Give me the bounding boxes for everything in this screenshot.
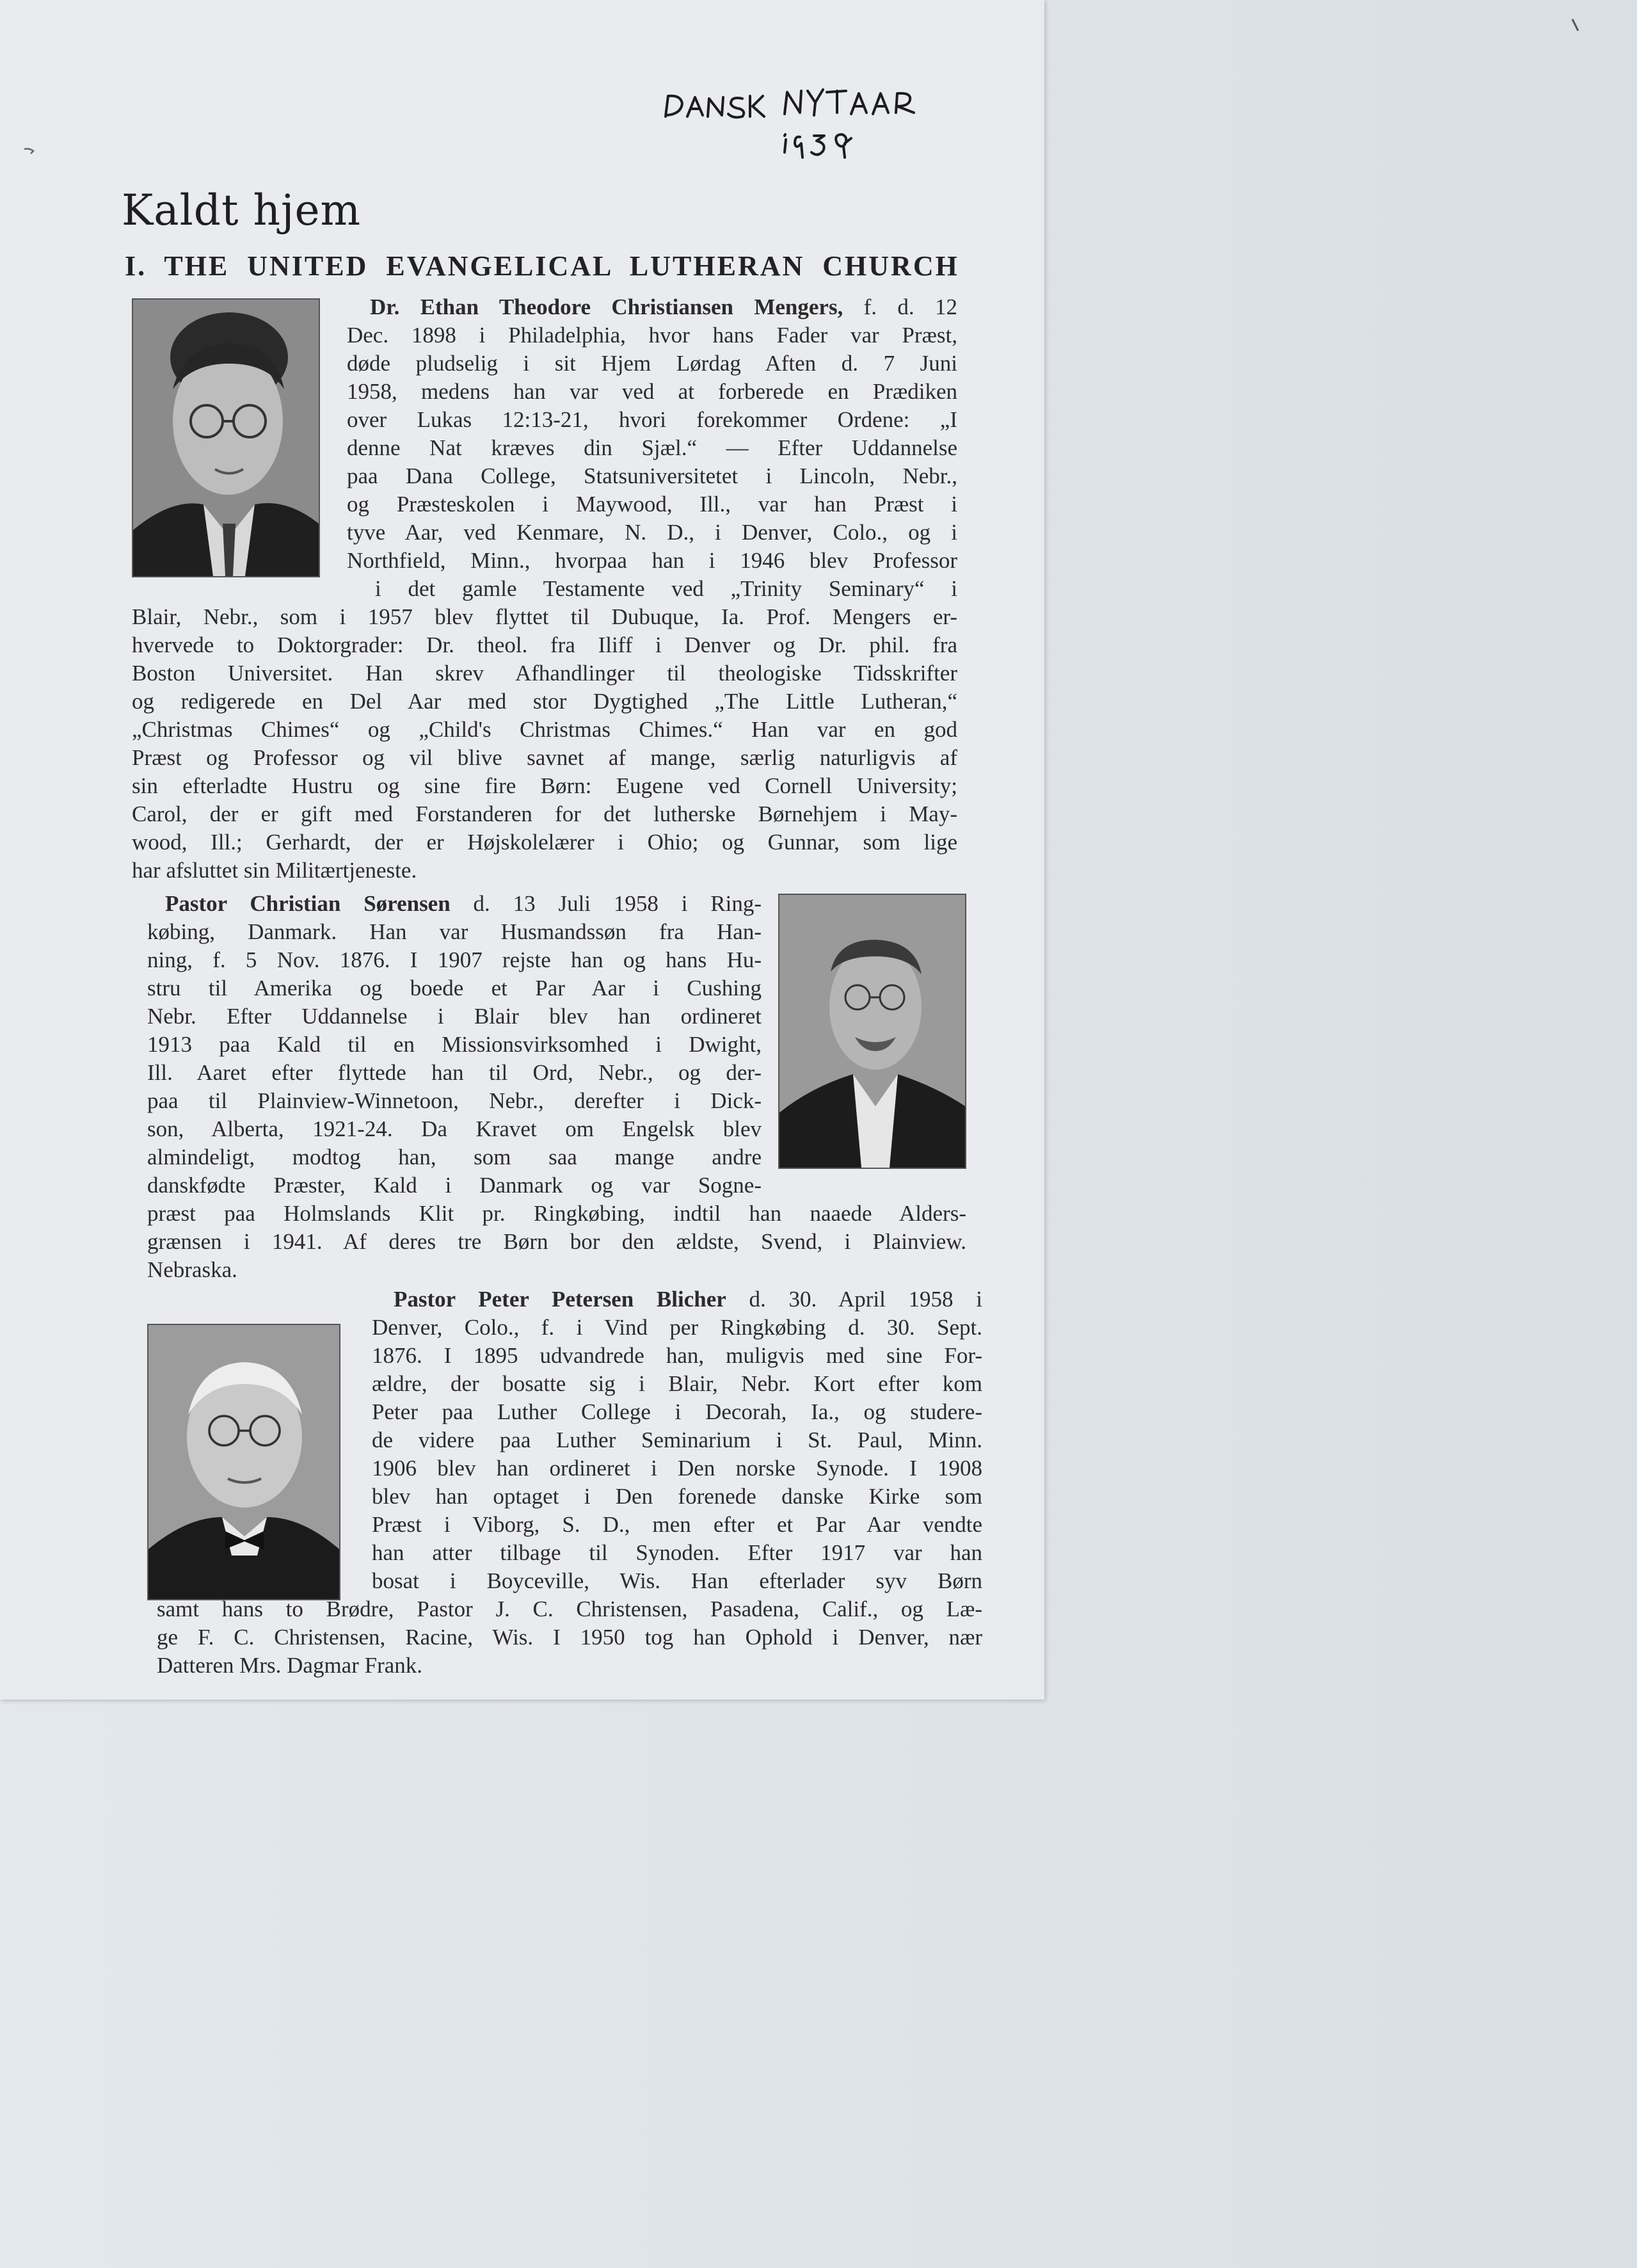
text-line: wood, Ill.; Gerhardt, der er Højskolelærer i Ohio; og Gunnar, som lige <box>132 830 957 855</box>
text-line: Dec. 1898 i Philadelphia, hvor hans Fader var Præst, <box>347 323 957 348</box>
text-line: danskfødte Præster, Kald i Danmark og var Sogne- <box>147 1173 762 1198</box>
text-line: han atter tilbage til Synoden. Efter 1917 var han <box>372 1540 982 1565</box>
text-line: grænsen i 1941. Af deres tre Børn bor den ældste, Svend, i Plainview. <box>147 1229 966 1254</box>
text-line: Pastor Peter Petersen Blicher d. 30. April 1958 i <box>394 1287 982 1312</box>
text-line: ge F. C. Christensen, Racine, Wis. I 1950 tog han Ophold i Denver, nær <box>157 1625 982 1650</box>
text-line: sin efterladte Hustru og sine fire Børn: Eugene ved Cornell University; <box>132 773 957 798</box>
text-line: præst paa Holmslands Klit pr. Ringkøbing, indtil han naaede Alders- <box>147 1201 966 1226</box>
text-line: paa Dana College, Statsuniversitetet i Lincoln, Nebr., <box>347 463 957 488</box>
text-line: „Christmas Chimes“ og „Child's Christmas Chimes.“ Han var en god <box>132 717 957 742</box>
text-line: og Præsteskolen i Maywood, Ill., var han Præst i <box>347 492 957 517</box>
text-line: 1913 paa Kald til en Missionsvirksomhed i Dwight, <box>147 1032 762 1057</box>
text-line: over Lukas 12:13-21, hvori forekommer Ordene: „I <box>347 407 957 432</box>
text-line: Peter paa Luther College i Decorah, Ia., og studere- <box>372 1399 982 1424</box>
text-line: Dr. Ethan Theodore Christiansen Mengers, f. d. 12 <box>370 294 957 319</box>
text-line: Nebraska. <box>147 1257 237 1282</box>
text-line: stru til Amerika og boede et Par Aar i Cushing <box>147 976 762 1001</box>
text-line: hvervede to Doktorgrader: Dr. theol. fra Iliff i Denver og Dr. phil. fra <box>132 632 957 657</box>
obituary-sorensen <box>147 890 966 1284</box>
scan-speck <box>1570 18 1581 32</box>
text-line: almindeligt, modtog han, som saa mange andre <box>147 1145 762 1170</box>
text-line: 1876. I 1895 udvandrede han, muligvis med sine For- <box>372 1343 982 1368</box>
text-line: paa til Plainview-Winnetoon, Nebr., derefter i Dick- <box>147 1088 762 1113</box>
text-line: tyve Aar, ved Kenmare, N. D., i Denver, Colo., og i <box>347 520 957 545</box>
obituary-name: Dr. Ethan Theodore Christiansen Mengers, <box>370 294 843 319</box>
page-title: Kaldt hjem <box>122 186 362 235</box>
text-line: blev han optaget i Den forenede danske Kirke som <box>372 1484 982 1509</box>
text-line: Ill. Aaret efter flyttede han til Ord, Nebr., og der- <box>147 1060 762 1085</box>
obituary-name: Pastor Christian Sørensen <box>165 891 451 916</box>
text-line: Boston Universitet. Han skrev Afhandlinger til theologiske Tidsskrifter <box>132 661 957 686</box>
text-line: ældre, der bosatte sig i Blair, Nebr. Kort efter kom <box>372 1371 982 1396</box>
text-line: Northfield, Minn., hvorpaa han i 1946 blev Professor <box>347 548 957 573</box>
text-line: Denver, Colo., f. i Vind per Ringkøbing d. 30. Sept. <box>372 1315 982 1340</box>
newspaper-clipping <box>0 0 1044 1700</box>
text-line: de videre paa Luther Seminarium i St. Paul, Minn. <box>372 1428 982 1452</box>
obituary-mengers <box>132 293 957 885</box>
text-line: i det gamle Testamente ved „Trinity Seminary“ i <box>375 576 957 601</box>
obituary-name: Pastor Peter Petersen Blicher <box>394 1287 726 1312</box>
text-line: Pastor Christian Sørensen d. 13 Juli 1958 i Ring- <box>165 891 762 916</box>
text-line: Blair, Nebr., som i 1957 blev flyttet til Dubuque, Ia. Prof. Mengers er- <box>132 604 957 629</box>
text-line: Præst og Professor og vil blive savnet af mange, særlig naturligvis af <box>132 745 957 770</box>
obituary-blicher <box>157 1285 982 1680</box>
text-line: 1906 blev han ordineret i Den norske Synode. I 1908 <box>372 1456 982 1481</box>
text-line: Carol, der er gift med Forstanderen for det lutherske Børnehjem i May- <box>132 801 957 826</box>
text-line: og redigerede en Del Aar med stor Dygtighed „The Little Lutheran,“ <box>132 689 957 714</box>
text-line: samt hans to Brødre, Pastor J. C. Christensen, Pasadena, Calif., og Læ- <box>157 1596 982 1621</box>
scan-speck <box>23 147 36 155</box>
text-line: har afsluttet sin Militærtjeneste. <box>132 858 417 883</box>
text-line: købing, Danmark. Han var Husmandssøn fra Han- <box>147 919 762 944</box>
text-line: Nebr. Efter Uddannelse i Blair blev han ordineret <box>147 1004 762 1029</box>
section-heading: I. THE UNITED EVANGELICAL LUTHERAN CHURCH <box>125 250 959 282</box>
text-line: døde pludselig i sit Hjem Lørdag Aften d. 7 Juni <box>347 351 957 376</box>
text-line: ning, f. 5 Nov. 1876. I 1907 rejste han og hans Hu- <box>147 947 762 972</box>
handwritten-note-drawing <box>659 77 941 166</box>
text-line: son, Alberta, 1921-24. Da Kravet om Engelsk blev <box>147 1116 762 1141</box>
text-line: denne Nat kræves din Sjæl.“ — Efter Uddannelse <box>347 435 957 460</box>
text-line: Præst i Viborg, S. D., men efter et Par Aar vendte <box>372 1512 982 1537</box>
handwritten-note <box>659 77 941 166</box>
text-line: 1958, medens han var ved at forberede en Prædiken <box>347 379 957 404</box>
text-line: Datteren Mrs. Dagmar Frank. <box>157 1653 423 1678</box>
text-line: bosat i Boyceville, Wis. Han efterlader syv Børn <box>372 1568 982 1593</box>
